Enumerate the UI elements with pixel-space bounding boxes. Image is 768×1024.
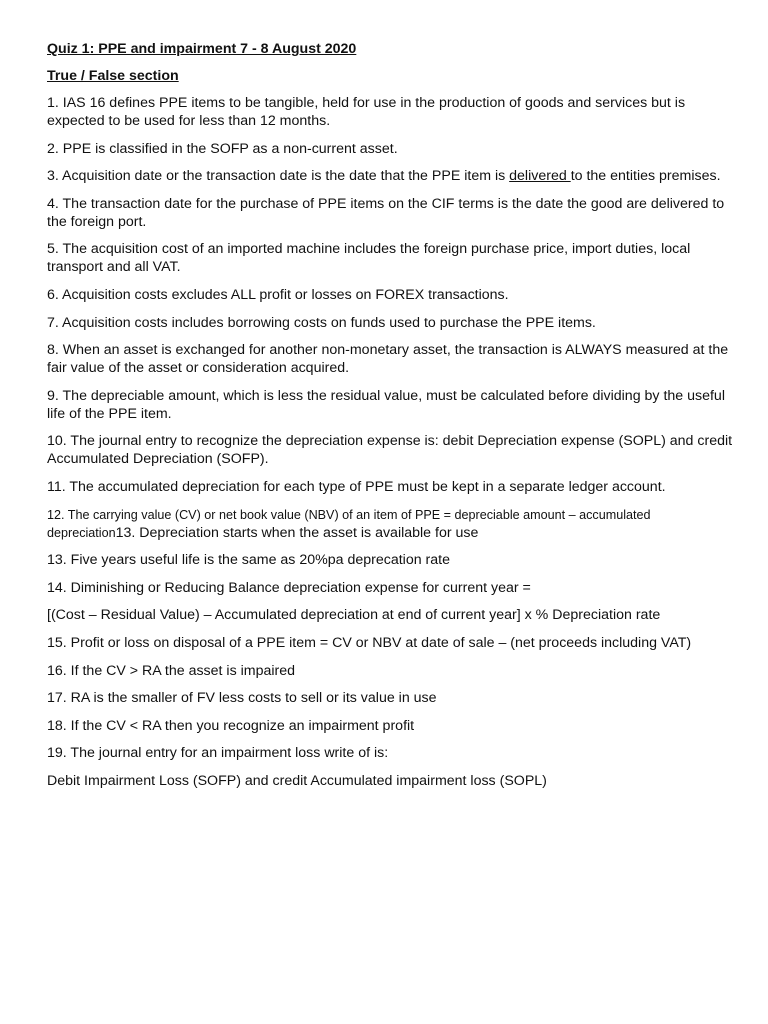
- question-7: 7. Acquisition costs includes borrowing costs on funds used to purchase the PPE items.: [47, 314, 596, 331]
- question-19: 19. The journal entry for an impairment loss write of is:: [47, 745, 389, 762]
- question-14: 14. Diminishing or Reducing Balance depreciation expense for current year =: [47, 579, 531, 596]
- underlined-word: delivered: [509, 168, 571, 185]
- question-3-text-start: 3. Acquisition date or the transaction date is the date that the PPE item is: [47, 168, 510, 185]
- question-18: 18. If the CV < RA then you recognize an impairment profit: [47, 717, 415, 734]
- question-9: 9. The depreciable amount, which is less the residual value, must be calculated before dividing by the useful life of the PPE item.: [47, 387, 725, 422]
- question-12: [47, 506, 737, 542]
- question-11: 11. The accumulated depreciation for each type of PPE must be kept in a separate ledger account.: [47, 478, 666, 495]
- question-13: 13. Five years useful life is the same as 20%pa deprecation rate: [47, 552, 450, 569]
- question-13-text: 13. Depreciation starts when the asset is available for use: [115, 524, 479, 541]
- question-14-formula: [(Cost – Residual Value) – Accumulated depreciation at end of current year] x % Depreciation rate: [47, 607, 661, 624]
- page-title: Quiz 1: PPE and impairment 7 - 8 August 2020: [47, 41, 357, 57]
- question-16: 16. If the CV > RA the asset is impaired: [47, 662, 296, 679]
- question-3: [47, 167, 737, 185]
- question-15: 15. Profit or loss on disposal of a PPE item = CV or NBV at date of sale – (net proceeds including VAT): [47, 634, 692, 651]
- document-page: [47, 40, 737, 799]
- question-10: 10. The journal entry to recognize the depreciation expense is: debit Depreciation expense (SOPL) and credit Accumulated Depreciation (SOFP).: [47, 433, 733, 468]
- question-1: 1. IAS 16 defines PPE items to be tangible, held for use in the production of goods and services but is expected to be used for less than 12 months.: [47, 95, 686, 129]
- question-6: 6. Acquisition costs excludes ALL profit or losses on FOREX transactions.: [47, 286, 509, 303]
- question-5: 5. The acquisition cost of an imported machine includes the foreign purchase price, import duties, local transport and all VAT.: [47, 241, 691, 276]
- question-19-entry: Debit Impairment Loss (SOFP) and credit Accumulated impairment loss (SOPL): [47, 772, 547, 789]
- question-2: 2. PPE is classified in the SOFP as a non-current asset.: [47, 140, 398, 157]
- question-4: 4. The transaction date for the purchase of PPE items on the CIF terms is the date the good are delivered to the foreign port.: [47, 195, 725, 230]
- question-3-text-end: to the entities premises.: [570, 168, 721, 185]
- question-8: 8. When an asset is exchanged for another non-monetary asset, the transaction is ALWAYS measured at the fair value of the asset or consideration acquired.: [47, 342, 729, 377]
- question-17: 17. RA is the smaller of FV less costs to sell or its value in use: [47, 690, 437, 707]
- question-12-text: 12. The carrying value (CV) or net book value (NBV) of an item of PPE = depreciable amount – accumulated depreciation: [47, 507, 651, 540]
- section-heading: True / False section: [47, 68, 179, 84]
